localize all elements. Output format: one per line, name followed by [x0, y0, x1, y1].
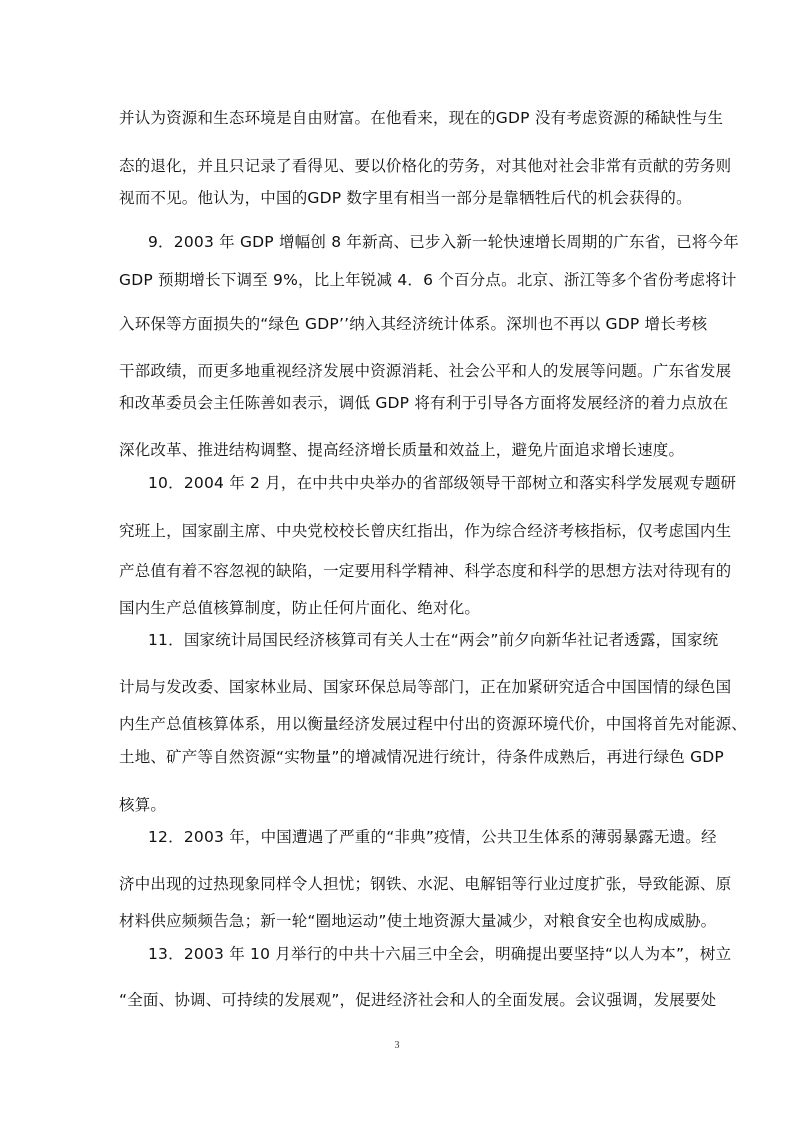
text-line: 10．2004 年 2 月，在中共中央举办的省部级领导干部树立和落实科学发展观专题研 — [148, 474, 737, 492]
text-line: 入环保等方面损失的“绿色 GDP’’纳入其经济统计体系。深圳也不再以 GDP 增长考核 — [119, 315, 708, 333]
text-line: 内生产总值核算体系，用以衡量经济发展过程中付出的资源环境代价，中国将首先对能源、 — [119, 715, 748, 733]
text-line: 视而不见。他认为，中国的GDP 数字里有相当一部分是靠牺牲后代的机会获得的。 — [119, 189, 692, 207]
text-line: 究班上，国家副主席、中央党校校长曾庆红指出，作为综合经济考核指标，仅考虑国内生 — [119, 522, 732, 540]
text-line: 济中出现的过热现象同样令人担忧；钢铁、水泥、电解铝等行业过度扩张，导致能源、原 — [119, 875, 732, 893]
text-line: 土地、矿产等自然资源“实物量”的增减情况进行统计，待条件成熟后，再进行绿色 GDP — [119, 748, 724, 766]
page-number: 3 — [394, 1040, 400, 1051]
text-line: 核算。 — [119, 796, 167, 814]
text-line: 计局与发改委、国家林业局、国家环保总局等部门，正在加紧研究适合中国国情的绿色国 — [119, 678, 732, 696]
text-line: 11．国家统计局国民经济核算司有关人士在“两会”前夕向新华社记者透露，国家统 — [148, 631, 719, 649]
text-line: 并认为资源和生态环境是自由财富。在他看来，现在的GDP 没有考虑资源的稀缺性与生 — [119, 109, 724, 127]
text-line: 9．2003 年 GDP 增幅创 8 年新高、已步入新一轮快速增长周期的广东省，已将今年 — [148, 233, 739, 251]
text-line: 和改革委员会主任陈善如表示，调低 GDP 将有利于引导各方面将发展经济的着力点放在 — [119, 394, 729, 412]
text-line: 深化改革、推进结构调整、提高经济增长质量和效益上，避免片面追求增长速度。 — [119, 441, 685, 459]
text-line: GDP 预期增长下调至 9%，比上年锐减 4．6 个百分点。北京、浙江等多个省份考虑将计 — [119, 271, 737, 289]
text-line: 干部政绩，而更多地重视经济发展中资源消耗、社会公平和人的发展等问题。广东省发展 — [119, 362, 732, 380]
text-line: 13．2003 年 10 月举行的中共十六届三中全会，明确提出要坚持“以人为本”，树立 — [148, 945, 732, 963]
text-line: 材料供应频频告急；新一轮“圈地运动”使土地资源大量减少，对粮食安全也构成威胁。 — [119, 912, 717, 930]
text-line: 国内生产总值核算制度，防止任何片面化、绝对化。 — [119, 599, 481, 617]
text-line: 态的退化，并且只记录了看得见、要以价格化的劳务，对其他对社会非常有贡献的劳务则 — [119, 157, 732, 175]
text-line: 产总值有着不容忽视的缺陷，一定要用科学精神、科学态度和科学的思想方法对待现有的 — [119, 562, 732, 580]
text-line: “全面、协调、可持续的发展观”，促进经济社会和人的全面发展。会议强调，发展要处 — [119, 991, 717, 1009]
text-line: 12．2003 年，中国遭遇了严重的“非典”疫情，公共卫生体系的薄弱暴露无遗。经 — [148, 828, 717, 846]
